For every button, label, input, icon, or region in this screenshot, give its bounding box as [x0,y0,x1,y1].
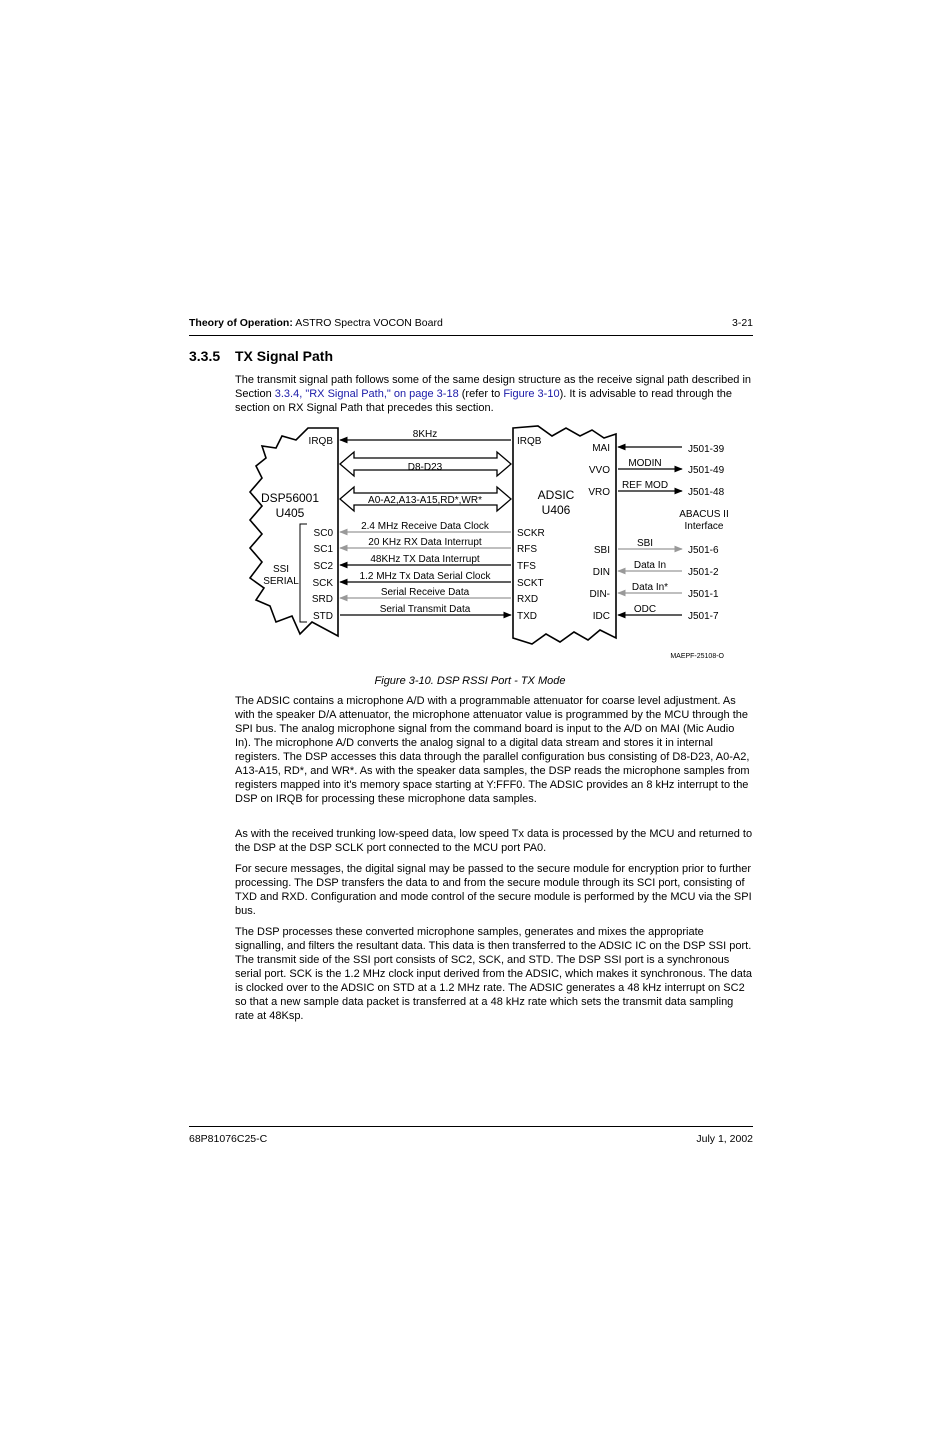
header-title: ASTRO Spectra VOCON Board [295,317,443,329]
label-tx-interrupt: 48KHz TX Data Interrupt [370,554,480,565]
dsp-rssi-tx-diagram [240,420,740,665]
adsic-pin-idc: IDC [592,611,610,622]
label-data-bus: D8-D23 [407,462,443,473]
section-number: 3.3.5 [189,348,221,364]
adsic-name: ADSIC [537,488,575,502]
connector-j501-1: J501-1 [688,589,719,600]
footer-date: July 1, 2002 [696,1133,753,1145]
label-serial-receive: Serial Receive Data [380,587,470,598]
abacus-label-line1: ABACUS II [679,509,729,520]
adsic-block [513,426,616,644]
intro-paragraph [235,373,753,415]
label-address-bus: A0-A2,A13-A15,RD*,WR* [368,495,482,506]
section-heading [189,348,333,364]
intro-text-2: (refer to [458,388,504,400]
connector-j501-2: J501-2 [688,567,719,578]
adsic-pin-irqb: IRQB [517,436,542,447]
adsic-ref: U406 [541,503,571,517]
drawing-id: MAEPF-25108-O [670,653,724,660]
dsp-name: DSP56001 [260,491,320,505]
adsic-pin-din: DIN [592,567,610,578]
label-odc: ODC [633,604,657,615]
dsp-pin-irqb: IRQB [308,436,333,447]
rx-signal-path-link[interactable]: 3.3.4, "RX Signal Path," on page 3-18 [274,388,459,400]
adsic-pin-vvo: VVO [588,465,610,476]
label-data-in-star: Data In* [631,582,669,593]
abacus-label-line2: Interface [684,521,724,532]
section-title: TX Signal Path [235,348,334,364]
ssi-label-line2: SERIAL [263,576,299,587]
intro-text-1: The transmit signal path follows some of the same design structure as the receive signal path described in Section [235,374,752,400]
adsic-pin-rxd: RXD [517,594,539,605]
dsp-ref: U405 [275,506,305,520]
header-section-label: Theory of Operation: [189,317,293,329]
adsic-pin-rfs: RFS [517,544,537,555]
label-sbi: SBI [636,538,654,549]
dsp-pin-sc0: SC0 [313,528,333,539]
paragraph-mic-ad: The ADSIC contains a microphone A/D with a programmable attenuator for coarse level adjustment. As with the speaker D/A attenuator, the microphone attenuator value is programmed by the MCU through the SPI bus. The analog microphone signal from the command board is input to the A/D on MAI (Mic Audio In). The microphone A/D converts the analog signal to a digital data stream and stores it in internal registers. The DSP accesses this data through the parallel configuration bus consisting of D8-D23, A0-A2, A13-A15, RD*, and WR*. As with the speaker data samples, the DSP reads the microphone samples from registers mapped into it's memory space starting at Y:FFF0. The ADSIC provides an 8 kHz interrupt to the DSP on IRQB for processing these microphone data samples. [235,695,750,805]
connector-j501-49: J501-49 [688,465,725,476]
paragraph-low-speed-data: As with the received trunking low-speed data, low speed Tx data is processed by the MCU and returned to the DSP at the DSP SCLK port connected to the MCU port PA0. [235,828,753,854]
header-rule [189,335,753,336]
adsic-pin-mai: MAI [592,443,610,454]
dsp-pin-sc1: SC1 [313,544,333,555]
intro-text-3: ). It is advisable to read through the section on RX Signal Path that precedes this section. [235,388,733,414]
connector-j501-48: J501-48 [688,487,725,498]
footer-rule [189,1126,753,1127]
figure-3-10-link[interactable]: Figure 3-10 [503,388,560,400]
label-receive-clock: 2.4 MHz Receive Data Clock [361,521,489,532]
interconnect-buses [340,429,511,615]
label-rx-interrupt: 20 KHz RX Data Interrupt [368,537,482,548]
figure-caption: Figure 3-10. DSP RSSI Port - TX Mode [374,675,566,687]
label-8khz: 8KHz [412,429,438,440]
adsic-pin-txd: TXD [517,611,537,622]
label-modin: MODIN [628,458,662,469]
page-footer [189,1133,753,1145]
connector-j501-7: J501-7 [688,611,719,622]
footer-doc-number: 68P81076C25-C [189,1133,268,1145]
adsic-pin-vro: VRO [588,487,610,498]
label-ref-mod: REF MOD [621,480,669,491]
ssi-label-line1: SSI [272,564,290,575]
dsp-pin-sc2: SC2 [313,561,333,572]
page-header [189,317,753,329]
label-data-in: Data In [633,560,667,571]
abacus-interface-signals [618,444,729,622]
dsp56001-block [250,428,338,636]
paragraph-dsp-processing: The DSP processes these converted microphone samples, generates and mixes the appropriate signalling, and filters the resultant data. This data is then transferred to the ADSIC IC on the DSP SSI port. The transmit side of the SSI port consists of SC2, SCK, and STD. The DSP SSI port is a synchronous serial port. SCK is the 1.2 MHz clock input derived from the ADSIC, which makes it synchronous. The data is clocked over to the ADSIC on STD at a 1.2 MHz rate. The ADSIC generates a 48 kHz interrupt on SC2 so that a new sample data packet is transferred at a 48 kHz rate which sets the transmit data sampling rate at 48Ksp. [235,926,753,1022]
connector-j501-39: J501-39 [688,444,725,455]
connector-j501-6: J501-6 [688,545,719,556]
dsp-pin-std: STD [313,611,333,622]
adsic-pin-din-bar: DIN- [589,589,610,600]
adsic-pin-sckr: SCKR [517,528,545,539]
adsic-pin-sckt: SCKT [517,578,544,589]
label-tx-clock: 1.2 MHz Tx Data Serial Clock [359,571,491,582]
paragraph-secure-messages: For secure messages, the digital signal may be passed to the secure module for encryption prior to further processing. The DSP transfers the data to and from the secure module through its SCI port, consisting of TXD and RXD. Configuration and mode control of the secure module is performed by the MCU via the SPI bus. [235,863,752,917]
adsic-pin-sbi: SBI [593,545,610,556]
dsp-pin-srd: SRD [311,594,333,605]
dsp-pin-sck: SCK [312,578,333,589]
header-page-number: 3-21 [731,317,753,329]
label-serial-transmit: Serial Transmit Data [379,604,471,615]
adsic-pin-tfs: TFS [517,561,536,572]
